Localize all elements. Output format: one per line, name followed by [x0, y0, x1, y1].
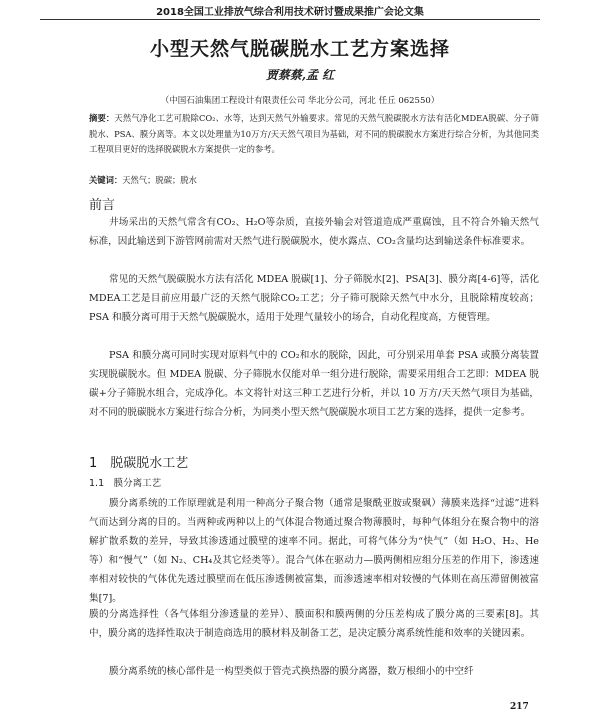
abstract	[89, 111, 539, 158]
keywords	[89, 174, 539, 186]
authors: 贾蔡蔡,孟 红	[265, 68, 335, 82]
paragraph-intro-1: 井场采出的天然气常含有CO₂、H₂O等杂质，直接外输会对管道造成严重腐蚀，且不符合外输天然气标准，因此输送到下游管网前需对天然气进行脱碳脱水，使水露点、CO₂含量均达到输送条件标准要求。	[89, 217, 539, 247]
abstract-label: 摘要：	[89, 113, 115, 123]
abstract-text: 天然气净化工艺可脱除CO₂、水等，达到天然气外输要求。常见的天然气脱碳脱水方法有活化MDEA脱碳、分子筛脱水、PSA、膜分离等。本文以处理量为10万方/天天然气项目为基础，对不同的脱碳脱水方案进行综合分析，为其他同类工程项目更好的选择脱碳脱水方案提供一定的参考。	[89, 113, 539, 154]
section-1-heading: 1 脱碳脱水工艺	[89, 456, 189, 471]
paragraph-membrane-3: 膜分离系统的核心部件是一构型类似于管壳式换热器的膜分离器，数万根细小的中空纤	[109, 666, 474, 677]
keywords-text: 天然气；脱碳；脱水	[122, 175, 197, 185]
section-intro-heading: 前言	[89, 198, 116, 213]
paragraph-intro-2: 常见的天然气脱碳脱水方法有活化 MDEA 脱碳[1]、分子筛脱水[2]、PSA[3]、膜分离[4-6]等，活化MDEA工艺是目前应用最广泛的天然气脱除CO₂工艺；分子筛可脱除天然气中水分，且脱除精度较高；PSA 和膜分离可用于天然气脱碳脱水，适用于处理气量较小的场合，自动化程度高，方便管理。	[89, 274, 539, 323]
affiliation: （中国石油集团工程设计有限责任公司 华北分公司，河北 任丘 062550）	[160, 96, 440, 106]
keywords-label: 关键词：	[89, 175, 123, 185]
paper-title: 小型天然气脱碳脱水工艺方案选择	[149, 38, 450, 60]
paragraph-membrane-2: 膜的分离选择性（各气体组分渗透量的差异）、膜面积和膜两侧的分压差构成了膜分离的三要素[8]。其中，膜分离的选择性取决于制造商选用的膜材料及制备工艺，是决定膜分离系统性能和效率的关键因素。	[89, 609, 539, 639]
running-header: 2018全国工业排放气综合利用技术研讨暨成果推广会论文集	[40, 0, 540, 20]
paragraph-membrane-1: 膜分离系统的工作原理就是利用一种高分子聚合物（通常是聚酰亚胺或聚砜）薄膜来选择“过滤”进料气而达到分离的目的。当两种或两种以上的气体混合物通过聚合物薄膜时，每种气体组分在聚合物中的溶解扩散系数的差异，导致其渗透通过膜壁的速率不同。据此，可将气体分为“快气”（如 H₂O、H₂、He 等）和“慢气”（如 N₂、CH₄及其它烃类等）。混合气体在驱动力—膜两侧相应组分压差的作用下，渗透速率相对较快的气体优先透过膜壁而在低压渗透侧被富集，而渗透速率相对较慢的气体则在高压滞留侧被富集[7]。	[89, 498, 539, 604]
page-number: 217	[510, 702, 529, 712]
paragraph-intro-3: PSA 和膜分离可同时实现对原料气中的 CO₂和水的脱除，因此，可分别采用单套 PSA 或膜分离装置实现脱碳脱水。但 MDEA 脱碳、分子筛脱水仅能对单一组分进行脱除，需要采用组合工艺即：MDEA 脱碳+分子筛脱水组合，完成净化。本文将针对这三种工艺进行分析，并以 10 万方/天天然气项目为基础，对不同的脱碳脱水方案进行综合分析，为同类小型天然气脱碳脱水项目工艺方案的选择，提供一定参考。	[89, 350, 539, 418]
section-1-1-heading: 1.1 膜分离工艺	[89, 478, 162, 489]
